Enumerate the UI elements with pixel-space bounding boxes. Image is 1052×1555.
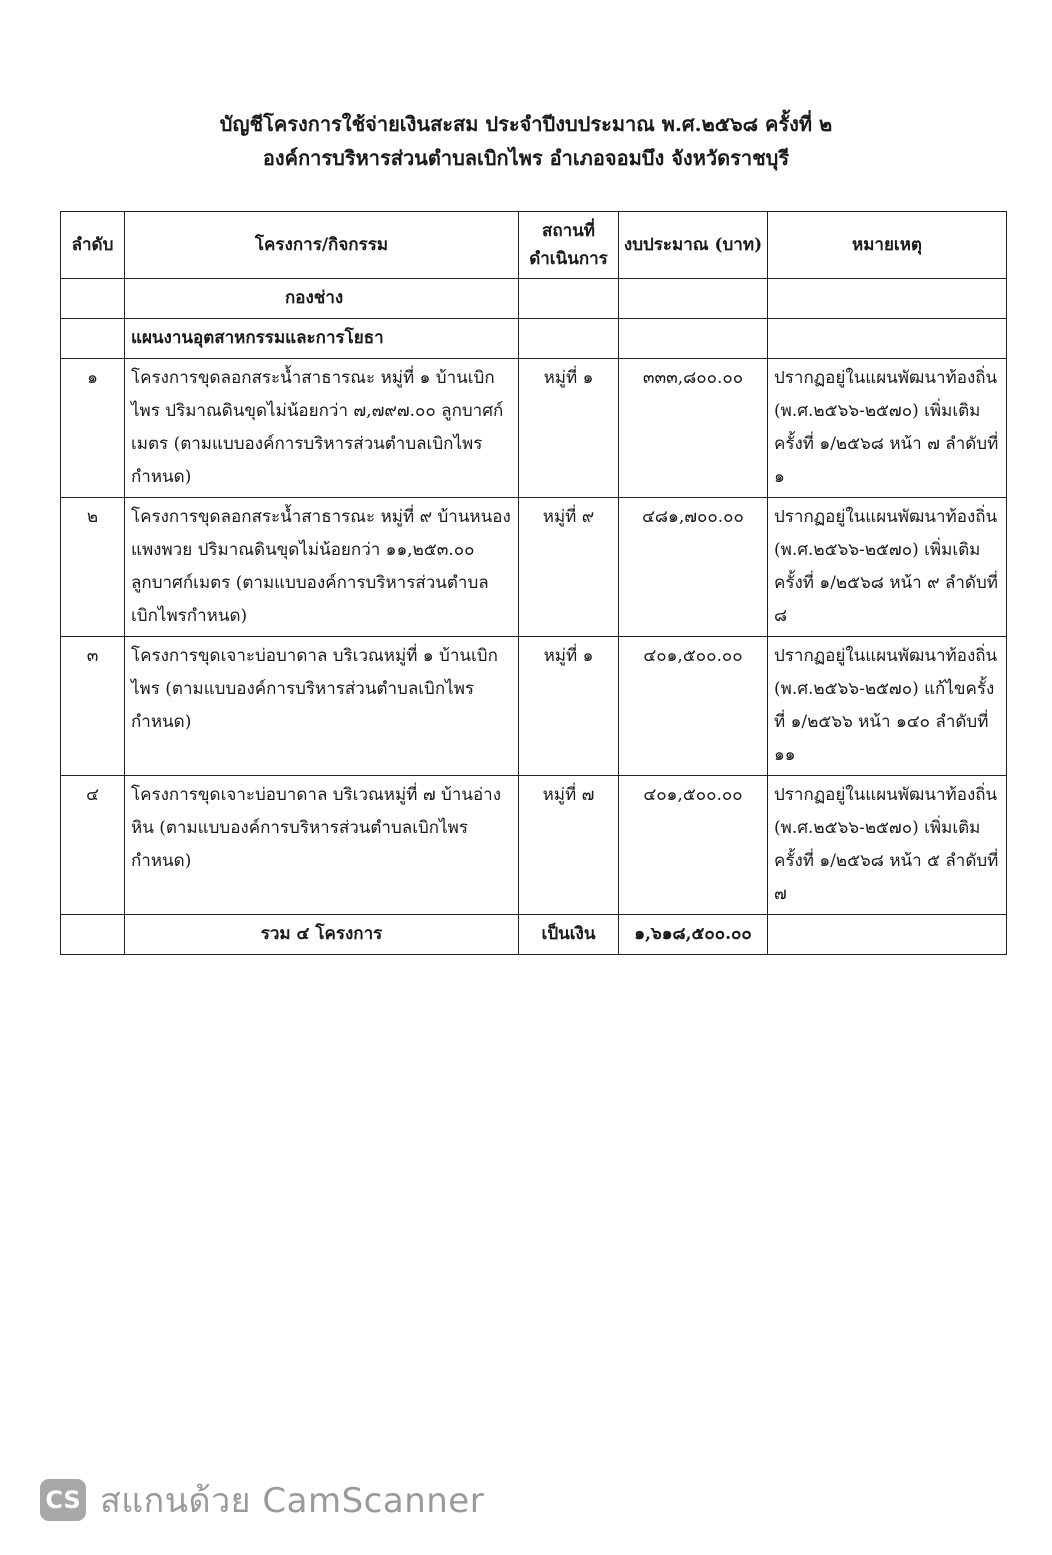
camscanner-logo-icon: CS [40, 1479, 86, 1521]
total-place: เป็นเงิน [519, 915, 619, 955]
row-note: ปรากฏอยู่ในแผนพัฒนาท้องถิ่น (พ.ศ.๒๕๖๖-๒๕๗๐) เพิ่มเติมครั้งที่ ๑/๒๕๖๘ หน้า ๕ ลำดับที่ ๗ [768, 776, 1007, 915]
table-row [61, 498, 1007, 637]
row-project: โครงการขุดลอกสระน้ำสาธารณะ หมู่ที่ ๙ บ้านหนองแพงพวย ปริมาณดินขุดไม่น้อยกว่า ๑๑,๒๕๓.๐๐ ลูกบาศก์เมตร (ตามแบบองค์การบริหารส่วนตำบลเบิกไพรกำหนด) [125, 498, 519, 637]
row-place: หมู่ที่ ๗ [519, 776, 619, 915]
row-no: ๑ [61, 359, 125, 498]
row-budget: ๔๘๑,๗๐๐.๐๐ [619, 498, 768, 637]
row-no: ๔ [61, 776, 125, 915]
table-row [61, 359, 1007, 498]
section-plan-label: แผนงานอุตสาหกรรมและการโยธา [125, 319, 519, 359]
row-no: ๒ [61, 498, 125, 637]
section-plan-note [768, 319, 1007, 359]
header-budget: งบประมาณ (บาท) [619, 212, 768, 279]
header-project: โครงการ/กิจกรรม [125, 212, 519, 279]
section-division-place [519, 279, 619, 319]
total-label: รวม ๔ โครงการ [125, 915, 519, 955]
row-place: หมู่ที่ ๑ [519, 359, 619, 498]
section-plan-row [61, 319, 1007, 359]
total-budget: ๑,๖๑๘,๕๐๐.๐๐ [619, 915, 768, 955]
section-division-budget [619, 279, 768, 319]
row-note: ปรากฏอยู่ในแผนพัฒนาท้องถิ่น (พ.ศ.๒๕๖๖-๒๕๗๐) เพิ่มเติมครั้งที่ ๑/๒๕๖๘ หน้า ๗ ลำดับที่ ๑ [768, 359, 1007, 498]
row-budget: ๓๓๓,๘๐๐.๐๐ [619, 359, 768, 498]
total-note [768, 915, 1007, 955]
header-note: หมายเหตุ [768, 212, 1007, 279]
total-row [61, 915, 1007, 955]
table-row [61, 776, 1007, 915]
table-header-row [61, 212, 1007, 279]
row-place: หมู่ที่ ๙ [519, 498, 619, 637]
section-plan-place [519, 319, 619, 359]
row-note: ปรากฏอยู่ในแผนพัฒนาท้องถิ่น (พ.ศ.๒๕๖๖-๒๕๗๐) แก้ไขครั้งที่ ๑/๒๕๖๖ หน้า ๑๔๐ ลำดับที่ ๑๑ [768, 637, 1007, 776]
row-project: โครงการขุดเจาะบ่อบาดาล บริเวณหมู่ที่ ๑ บ้านเบิกไพร (ตามแบบองค์การบริหารส่วนตำบลเบิกไพรกำหนด) [125, 637, 519, 776]
header-place: สถานที่ ดำเนินการ [519, 212, 619, 279]
document-title-line-1: บัญชีโครงการใช้จ่ายเงินสะสม ประจำปีงบประมาณ พ.ศ.๒๕๖๘ ครั้งที่ ๒ [219, 112, 833, 136]
section-division-note [768, 279, 1007, 319]
section-plan-no [61, 319, 125, 359]
project-table [60, 211, 1007, 955]
total-no [61, 915, 125, 955]
row-no: ๓ [61, 637, 125, 776]
header-no: ลำดับ [61, 212, 125, 279]
row-place: หมู่ที่ ๑ [519, 637, 619, 776]
section-division-row [61, 279, 1007, 319]
section-plan-budget [619, 319, 768, 359]
document-title-line-2: องค์การบริหารส่วนตำบลเบิกไพร อำเภอจอมบึง จังหวัดราชบุรี [262, 146, 790, 170]
row-project: โครงการขุดลอกสระน้ำสาธารณะ หมู่ที่ ๑ บ้านเบิกไพร ปริมาณดินขุดไม่น้อยกว่า ๗,๗๙๗.๐๐ ลูกบาศก์เมตร (ตามแบบองค์การบริหารส่วนตำบลเบิกไพรกำหนด) [125, 359, 519, 498]
row-note: ปรากฏอยู่ในแผนพัฒนาท้องถิ่น (พ.ศ.๒๕๖๖-๒๕๗๐) เพิ่มเติมครั้งที่ ๑/๒๕๖๘ หน้า ๙ ลำดับที่ ๘ [768, 498, 1007, 637]
row-budget: ๔๐๑,๕๐๐.๐๐ [619, 776, 768, 915]
camscanner-watermark [40, 1473, 484, 1527]
row-project: โครงการขุดเจาะบ่อบาดาล บริเวณหมู่ที่ ๗ บ้านอ่างหิน (ตามแบบองค์การบริหารส่วนตำบลเบิกไพรกำหนด) [125, 776, 519, 915]
section-division-no [61, 279, 125, 319]
table-row [61, 637, 1007, 776]
row-budget: ๔๐๑,๕๐๐.๐๐ [619, 637, 768, 776]
section-division-label: กองช่าง [125, 279, 519, 319]
camscanner-text: สแกนด้วย CamScanner [100, 1481, 485, 1521]
